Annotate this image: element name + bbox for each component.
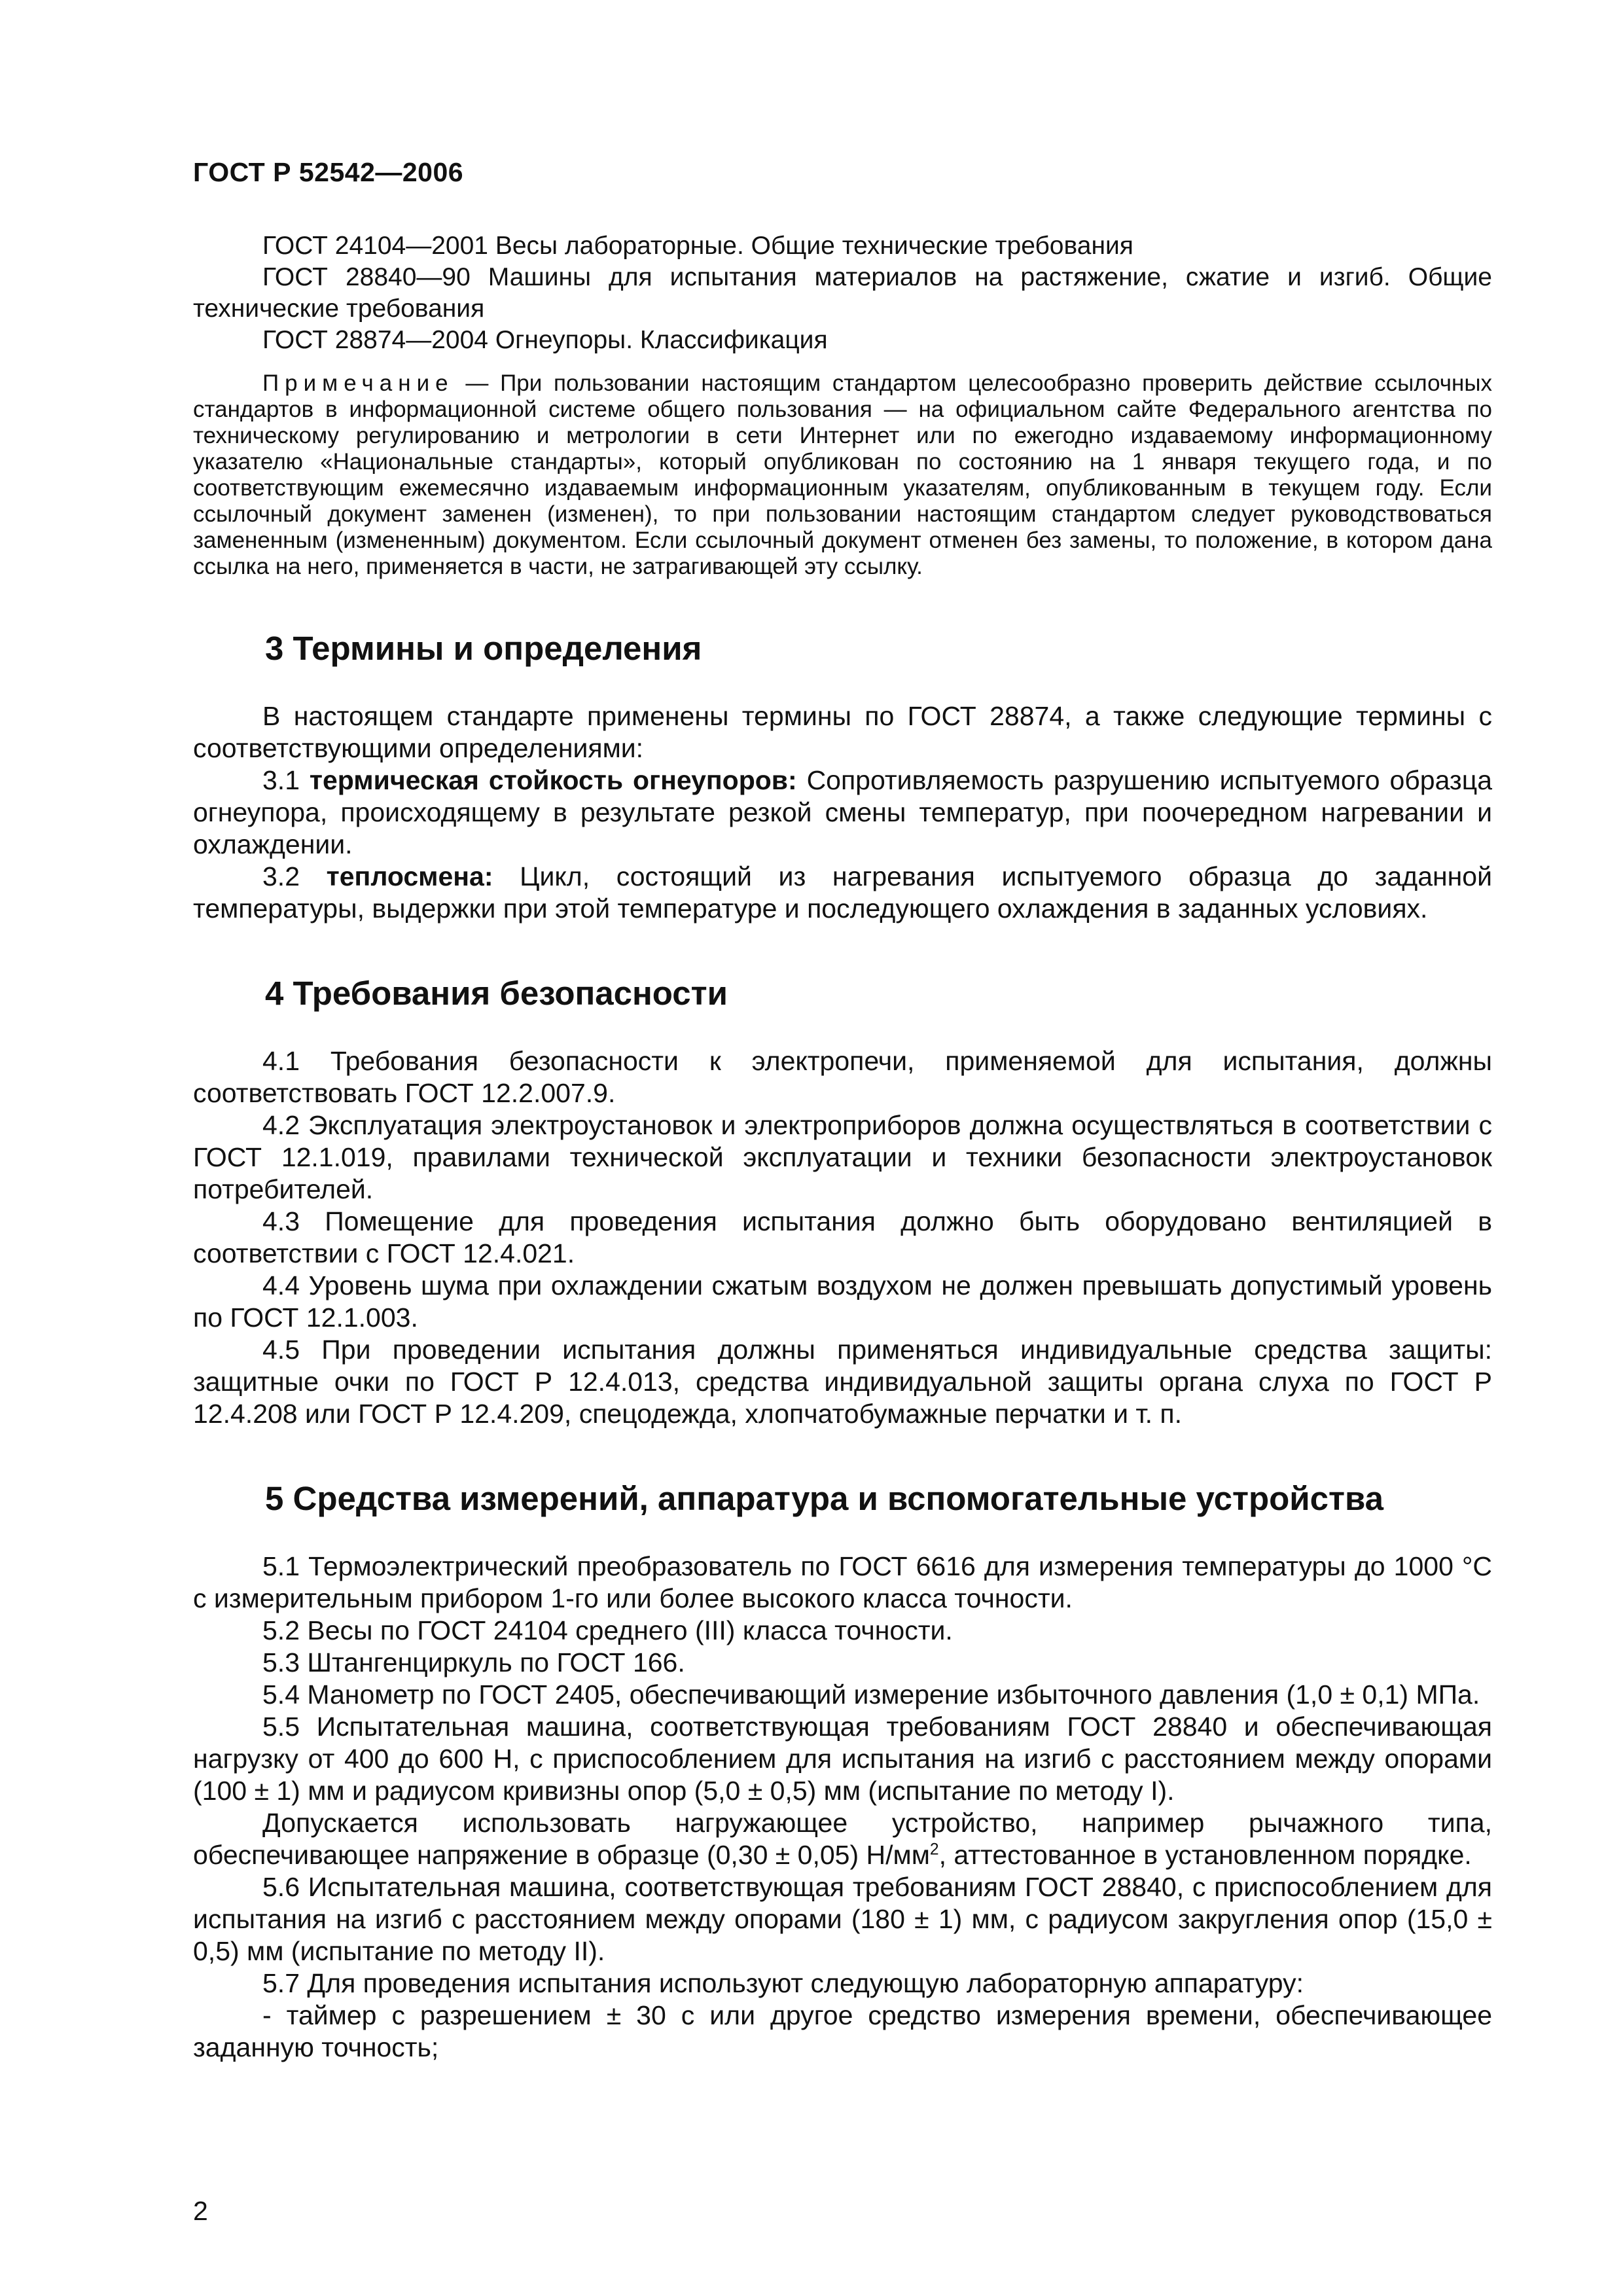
section-4-item: 4.5 При проведении испытания должны применяться индивидуальные средства защиты: защитные очки по ГОСТ Р 12.4.013, средства индивидуальной защиты органа слуха по ГОСТ Р 12.4.208 или ГОСТ Р 12.4.209, спецодежда, хлопчатобумажные перчатки и т. п. — [193, 1335, 1492, 1429]
section-3-title: 3 Термины и определения — [265, 630, 702, 667]
term-definition: Цикл, состоящий из нагревания испытуемого образца до заданной температуры, выдержки при этой температуре и последующего охлаждения в заданных условиях. — [193, 861, 1492, 924]
stress-text-b: , аттестованное в установленном порядке. — [938, 1840, 1472, 1870]
section-3-intro: В настоящем стандарте применены термины по ГОСТ 28874, а также следующие термины с соответствующими определениями: — [193, 701, 1492, 763]
document-header: ГОСТ Р 52542—2006 — [193, 157, 464, 187]
section-4-title: 4 Требования безопасности — [265, 975, 728, 1012]
note-paragraph — [193, 370, 1492, 580]
superscript: 2 — [929, 1840, 939, 1859]
normative-references — [193, 230, 1492, 356]
reference-item: ГОСТ 24104—2001 Весы лабораторные. Общие технические требования — [262, 232, 1133, 260]
term-name: термическая стойкость огнеупоров: — [309, 765, 797, 795]
reference-item: ГОСТ 28840—90 Машины для испытания материалов на растяжение, сжатие и изгиб. Общие технические требования — [193, 263, 1492, 323]
section-5-list-item: - таймер с разрешением ± 30 с или другое средство измерения времени, обеспечивающее заданную точность; — [193, 2000, 1492, 2062]
term-3-1 — [193, 764, 1492, 861]
section-5-item: 5.6 Испытательная машина, соответствующая требованиям ГОСТ 28840, с приспособлением для испытания на изгиб с расстоянием между опорами (180 ± 1) мм, с радиусом закругления опор (15,0 ± 0,5) мм (испытание по методу II). — [193, 1872, 1492, 1966]
section-4-item: 4.2 Эксплуатация электроустановок и электроприборов должна осуществляться в соответствии с ГОСТ 12.1.019, правилами технической эксплуатации и техники безопасности электроустановок потребителей. — [193, 1110, 1492, 1204]
section-4-item: 4.4 Уровень шума при охлаждении сжатым воздухом не должен превышать допустимый уровень по ГОСТ 12.1.003. — [193, 1270, 1492, 1333]
term-number: 3.2 — [262, 861, 327, 891]
stress-text-a: Допускается использовать нагружающее устройство, например рычажного типа, обеспечивающее напряжение в образце (0,30 ± 0,05) Н/мм — [193, 1808, 1492, 1870]
term-number: 3.1 — [262, 765, 310, 795]
section-5-item: 5.5 Испытательная машина, соответствующая требованиям ГОСТ 28840 и обеспечивающая нагрузку от 400 до 600 Н, с приспособлением для испытания на изгиб с расстоянием между опорами (100 ± 1) мм и радиусом кривизны опор (5,0 ± 0,5) мм (испытание по методу I). — [193, 1712, 1492, 1806]
section-4-item: 4.1 Требования безопасности к электропечи, применяемой для испытания, должны соответствовать ГОСТ 12.2.007.9. — [193, 1046, 1492, 1108]
section-5-item: 5.7 Для проведения испытания используют следующую лабораторную аппаратуру: — [262, 1968, 1304, 1998]
note-label: Примечание — [262, 370, 454, 396]
term-name: теплосмена: — [326, 861, 493, 891]
note-text: — При пользовании настоящим стандартом целесообразно проверить действие ссылочных стандартов в информационной системе общего пользования — на официальном сайте Федерального агентства по техническому регулированию и метрологии в сети Интернет или по ежегодно издаваемому информационному указателю «Национальные стандарты», который опубликован по состоянию на 1 января текущего года, и по соответствующим ежемесячно издаваемым информационным указателям, опубликованным в текущем году. Если ссылочный документ заменен (изменен), то при пользовании настоящим стандартом следует руководствоваться замененным (измененным) документом. Если ссылочный документ отменен без замены, то положение, в котором дана ссылка на него, применяется в части, не затрагивающей эту ссылку. — [193, 370, 1492, 579]
section-5-item: 5.3 Штангенциркуль по ГОСТ 166. — [262, 1647, 685, 1677]
section-5-item: 5.4 Манометр по ГОСТ 2405, обеспечивающий измерение избыточного давления (1,0 ± 0,1) МПа. — [262, 1679, 1480, 1710]
page-number: 2 — [193, 2196, 208, 2226]
section-5-item: 5.1 Термоэлектрический преобразователь по ГОСТ 6616 для измерения температуры до 1000 °С с измерительным прибором 1-го или более высокого класса точности. — [193, 1551, 1492, 1613]
term-3-2 — [193, 861, 1492, 925]
term-definition: Сопротивляемость разрушению испытуемого образца огнеупора, происходящему в результате резкой смены температур, при поочередном нагревании и охлаждении. — [193, 765, 1492, 859]
section-4-item: 4.3 Помещение для проведения испытания должно быть оборудовано вентиляцией в соответствии с ГОСТ 12.4.021. — [193, 1206, 1492, 1268]
document-page — [193, 157, 1492, 2064]
note-block — [193, 370, 1492, 580]
section-5-title: 5 Средства измерений, аппаратура и вспомогательные устройства — [265, 1480, 1384, 1517]
reference-item: ГОСТ 28874—2004 Огнеупоры. Классификация — [262, 326, 828, 354]
section-5-item — [193, 1807, 1492, 1871]
section-5-item: 5.2 Весы по ГОСТ 24104 среднего (III) класса точности. — [262, 1615, 953, 1645]
